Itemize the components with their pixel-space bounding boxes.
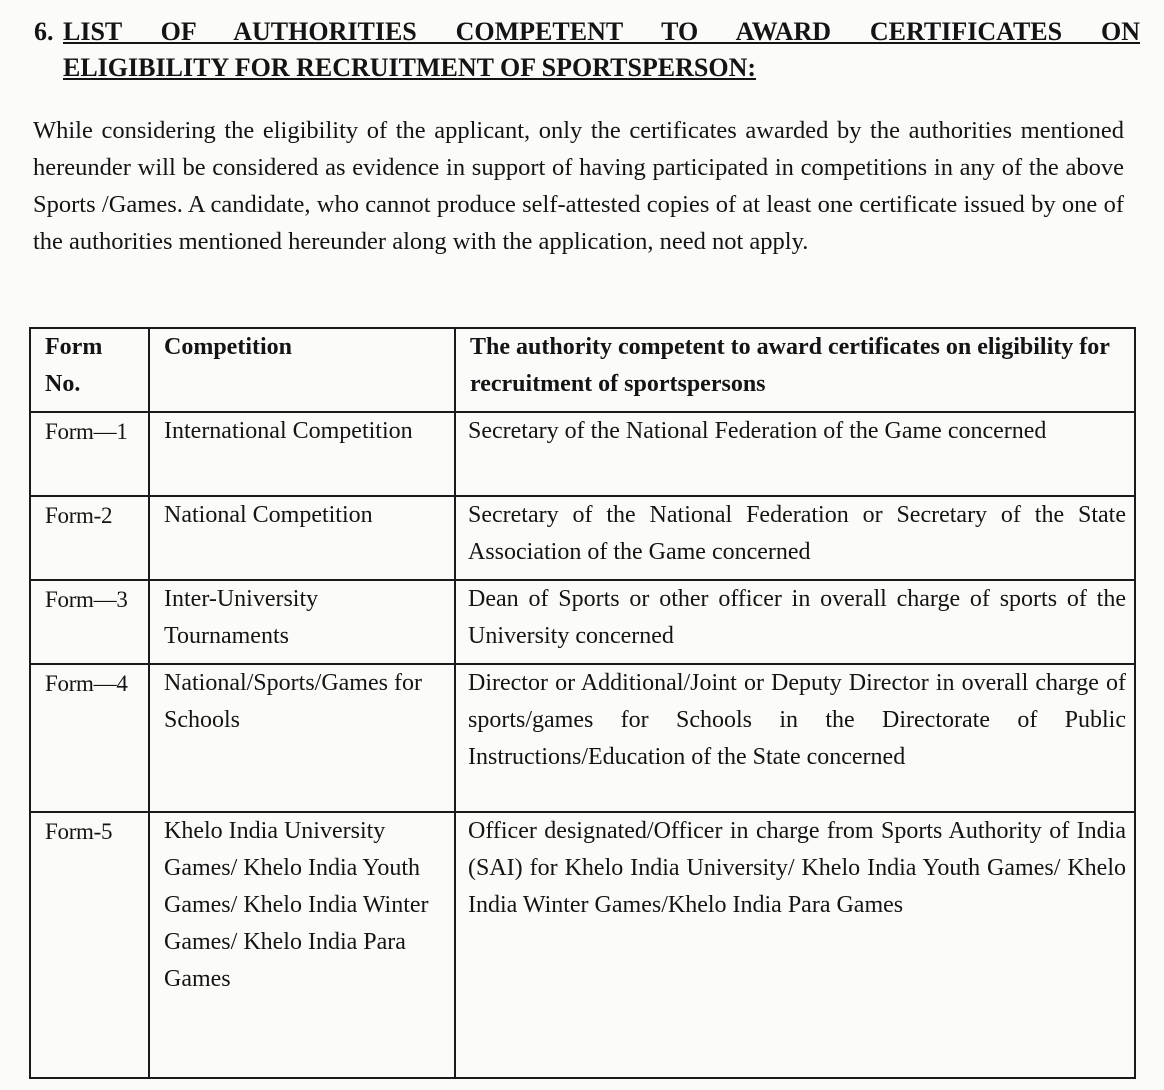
authority-cell: Officer designated/Officer in charge from Sports Authority of India (SAI) for Khelo India University/ Khelo India Youth Games/ Khelo India Winter Games/Khelo India Para Games bbox=[455, 812, 1135, 1078]
competition-cell: Khelo India University Games/ Khelo India Youth Games/ Khelo India Winter Games/ Khelo India Para Games bbox=[149, 812, 455, 1078]
table-row bbox=[30, 412, 1135, 496]
form-number-cell: Form—4 bbox=[30, 664, 149, 812]
header-form-no: Form No. bbox=[30, 328, 149, 412]
authority-cell: Director or Additional/Joint or Deputy Director in overall charge of sports/games for Schools in the Directorate of Public Instructions/Education of the State concerned bbox=[455, 664, 1135, 812]
authority-cell: Dean of Sports or other officer in overall charge of sports of the University concerned bbox=[455, 580, 1135, 664]
table-row bbox=[30, 580, 1135, 664]
header-authority: The authority competent to award certificates on eligibility for recruitment of sportspersons bbox=[455, 328, 1135, 412]
form-number-cell: Form—1 bbox=[30, 412, 149, 496]
table-row bbox=[30, 812, 1135, 1078]
authority-cell: Secretary of the National Federation or Secretary of the State Association of the Game concerned bbox=[455, 496, 1135, 580]
table-header-row bbox=[30, 328, 1135, 412]
intro-paragraph bbox=[33, 112, 1124, 260]
header-competition: Competition bbox=[149, 328, 455, 412]
competition-cell: Inter-University Tournaments bbox=[149, 580, 455, 664]
authority-cell: Secretary of the National Federation of the Game concerned bbox=[455, 412, 1135, 496]
authorities-table bbox=[29, 327, 1136, 1079]
section-number: 6. bbox=[34, 17, 54, 46]
form-number-cell: Form—3 bbox=[30, 580, 149, 664]
competition-cell: National Competition bbox=[149, 496, 455, 580]
table-row bbox=[30, 496, 1135, 580]
competition-cell: International Competition bbox=[149, 412, 455, 496]
form-number-cell: Form-2 bbox=[30, 496, 149, 580]
form-number-cell: Form-5 bbox=[30, 812, 149, 1078]
intro-text: While considering the eligibility of the applicant, only the certificates awarded by the authorities mentioned hereunder will be considered as evidence in support of having participated in competitions in any of the above Sports /Games. A candidate, who cannot produce self-attested copies of at least one certificate issued by one of the authorities mentioned hereunder along with the application, need not apply. bbox=[33, 117, 1124, 255]
table-row bbox=[30, 664, 1135, 812]
section-title-line-1: LIST OF AUTHORITIES COMPETENT TO AWARD CERTIFICATES ON bbox=[63, 17, 1140, 46]
section-title-line-2: ELIGIBILITY FOR RECRUITMENT OF SPORTSPERSON: bbox=[63, 53, 757, 82]
competition-cell: National/Sports/Games for Schools bbox=[149, 664, 455, 812]
